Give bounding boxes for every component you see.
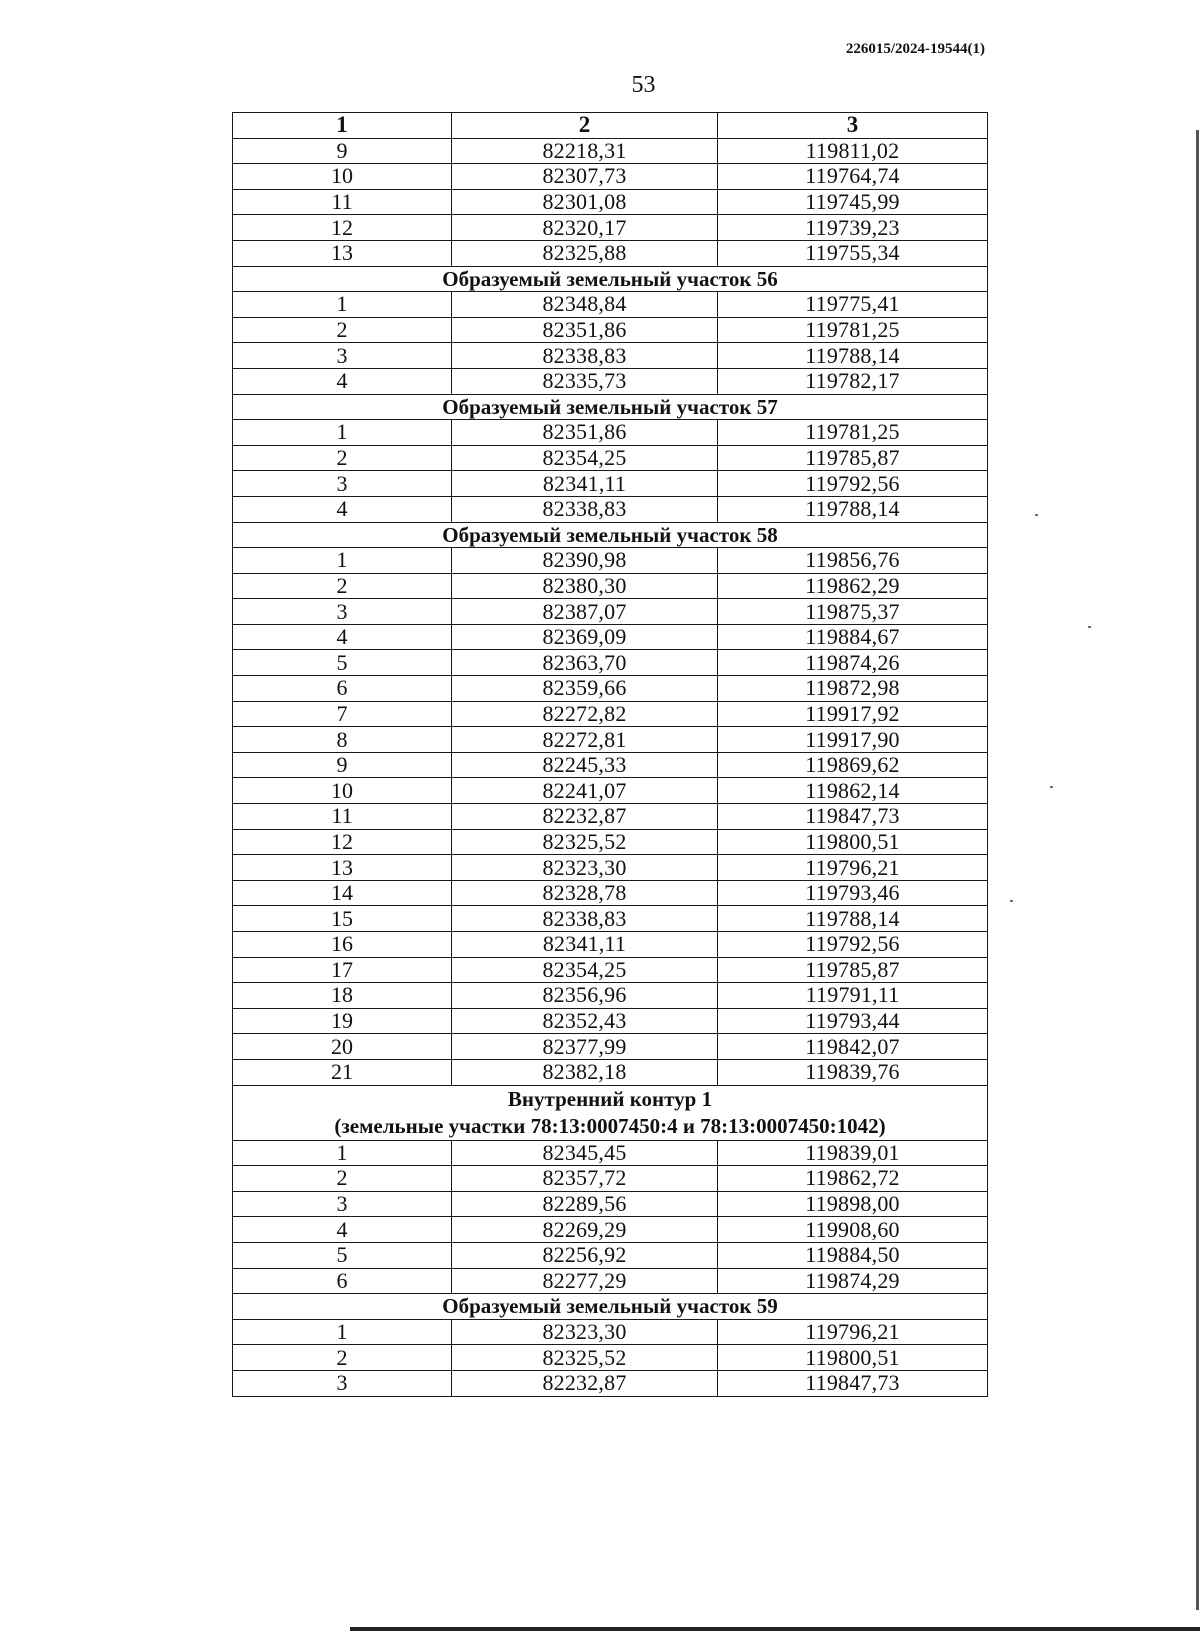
x-coordinate-cell: 82356,96 [452, 983, 718, 1009]
y-coordinate-cell: 119847,73 [718, 1370, 988, 1396]
y-coordinate-cell: 119875,37 [718, 599, 988, 625]
point-number-cell: 7 [233, 701, 452, 727]
table-row [233, 932, 988, 958]
table-row [233, 880, 988, 906]
x-coordinate-cell: 82380,30 [452, 573, 718, 599]
y-coordinate-cell: 119839,76 [718, 1059, 988, 1085]
y-coordinate-cell: 119791,11 [718, 983, 988, 1009]
x-coordinate-cell: 82325,52 [452, 1345, 718, 1371]
x-coordinate-cell: 82341,11 [452, 932, 718, 958]
column-header: 2 [452, 113, 718, 139]
y-coordinate-cell: 119908,60 [718, 1217, 988, 1243]
x-coordinate-cell: 82323,30 [452, 1319, 718, 1345]
page-number: 53 [631, 72, 656, 98]
y-coordinate-cell: 119847,73 [718, 804, 988, 830]
section-title-row [233, 394, 988, 420]
point-number-cell: 1 [233, 1319, 452, 1345]
x-coordinate-cell: 82232,87 [452, 804, 718, 830]
x-coordinate-cell: 82354,25 [452, 957, 718, 983]
y-coordinate-cell: 119800,51 [718, 1345, 988, 1371]
y-coordinate-cell: 119796,21 [718, 855, 988, 881]
table-row [233, 1008, 988, 1034]
y-coordinate-cell: 119782,17 [718, 368, 988, 394]
x-coordinate-cell: 82387,07 [452, 599, 718, 625]
y-coordinate-cell: 119793,46 [718, 880, 988, 906]
table-row [233, 676, 988, 702]
y-coordinate-cell: 119862,14 [718, 778, 988, 804]
table-row [233, 240, 988, 266]
point-number-cell: 13 [233, 855, 452, 881]
scan-speck [1010, 900, 1013, 902]
point-number-cell: 3 [233, 599, 452, 625]
x-coordinate-cell: 82382,18 [452, 1059, 718, 1085]
y-coordinate-cell: 119745,99 [718, 189, 988, 215]
x-coordinate-cell: 82348,84 [452, 292, 718, 318]
x-coordinate-cell: 82357,72 [452, 1166, 718, 1192]
x-coordinate-cell: 82369,09 [452, 624, 718, 650]
y-coordinate-cell: 119775,41 [718, 292, 988, 318]
table-row [233, 573, 988, 599]
x-coordinate-cell: 82328,78 [452, 880, 718, 906]
point-number-cell: 5 [233, 650, 452, 676]
section-title [233, 266, 988, 292]
y-coordinate-cell: 119788,14 [718, 343, 988, 369]
y-coordinate-cell: 119874,29 [718, 1268, 988, 1294]
x-coordinate-cell: 82320,17 [452, 215, 718, 241]
section-title-row [233, 1294, 988, 1320]
point-number-cell: 14 [233, 880, 452, 906]
table-row [233, 1217, 988, 1243]
table-row [233, 1370, 988, 1396]
table-row [233, 292, 988, 318]
table-row [233, 829, 988, 855]
point-number-cell: 4 [233, 496, 452, 522]
table-row [233, 1140, 988, 1166]
table-row [233, 599, 988, 625]
point-number-cell: 12 [233, 829, 452, 855]
column-header: 1 [233, 113, 452, 139]
point-number-cell: 9 [233, 752, 452, 778]
table-row [233, 368, 988, 394]
y-coordinate-cell: 119898,00 [718, 1191, 988, 1217]
y-coordinate-cell: 119917,90 [718, 727, 988, 753]
x-coordinate-cell: 82289,56 [452, 1191, 718, 1217]
table-row [233, 420, 988, 446]
table-row [233, 445, 988, 471]
table-row [233, 189, 988, 215]
y-coordinate-cell: 119788,14 [718, 906, 988, 932]
scan-speck [1050, 786, 1053, 788]
section-title-text: Образуемый земельный участок 58 [442, 522, 778, 547]
scan-edge-line [350, 1627, 1200, 1631]
y-coordinate-cell: 119755,34 [718, 240, 988, 266]
point-number-cell: 3 [233, 1191, 452, 1217]
y-coordinate-cell: 119842,07 [718, 1034, 988, 1060]
document-number: 226015/2024-19544(1) [845, 41, 985, 57]
x-coordinate-cell: 82377,99 [452, 1034, 718, 1060]
y-coordinate-cell: 119800,51 [718, 829, 988, 855]
table-row [233, 701, 988, 727]
x-coordinate-cell: 82341,11 [452, 471, 718, 497]
y-coordinate-cell: 119785,87 [718, 445, 988, 471]
y-coordinate-cell: 119788,14 [718, 496, 988, 522]
y-coordinate-cell: 119792,56 [718, 932, 988, 958]
point-number-cell: 16 [233, 932, 452, 958]
table-header-row [233, 113, 988, 139]
point-number-cell: 2 [233, 573, 452, 599]
table-row [233, 1268, 988, 1294]
section-title-text: Образуемый земельный участок 57 [442, 394, 778, 419]
x-coordinate-cell: 82338,83 [452, 496, 718, 522]
section-title-row [233, 1085, 988, 1140]
x-coordinate-cell: 82345,45 [452, 1140, 718, 1166]
y-coordinate-cell: 119792,56 [718, 471, 988, 497]
table-row [233, 624, 988, 650]
section-title-text: Образуемый земельный участок 59 [442, 1294, 778, 1319]
coordinates-table [232, 112, 988, 1397]
table-row [233, 1166, 988, 1192]
point-number-cell: 9 [233, 138, 452, 164]
table-row [233, 138, 988, 164]
point-number-cell: 20 [233, 1034, 452, 1060]
point-number-cell: 1 [233, 292, 452, 318]
point-number-cell: 4 [233, 368, 452, 394]
table-row [233, 1242, 988, 1268]
y-coordinate-cell: 119764,74 [718, 164, 988, 190]
section-title-text: Внутренний контур 1 [507, 1086, 713, 1111]
x-coordinate-cell: 82338,83 [452, 343, 718, 369]
table-row [233, 1319, 988, 1345]
y-coordinate-cell: 119781,25 [718, 420, 988, 446]
table-row [233, 855, 988, 881]
section-subtitle-text: (земельные участки 78:13:0007450:4 и 78:13:0007450:1042) [334, 1113, 886, 1138]
point-number-cell: 2 [233, 317, 452, 343]
point-number-cell: 21 [233, 1059, 452, 1085]
table-row [233, 164, 988, 190]
point-number-cell: 1 [233, 420, 452, 446]
x-coordinate-cell: 82301,08 [452, 189, 718, 215]
y-coordinate-cell: 119793,44 [718, 1008, 988, 1034]
y-coordinate-cell: 119874,26 [718, 650, 988, 676]
section-title [233, 522, 988, 548]
section-title-row [233, 266, 988, 292]
coordinates-table-container [232, 112, 987, 1397]
table-row [233, 727, 988, 753]
x-coordinate-cell: 82272,81 [452, 727, 718, 753]
y-coordinate-cell: 119781,25 [718, 317, 988, 343]
point-number-cell: 15 [233, 906, 452, 932]
point-number-cell: 19 [233, 1008, 452, 1034]
x-coordinate-cell: 82307,73 [452, 164, 718, 190]
table-row [233, 752, 988, 778]
point-number-cell: 6 [233, 1268, 452, 1294]
table-row [233, 1191, 988, 1217]
point-number-cell: 3 [233, 343, 452, 369]
y-coordinate-cell: 119856,76 [718, 548, 988, 574]
table-row [233, 317, 988, 343]
section-title [233, 1294, 988, 1320]
y-coordinate-cell: 119739,23 [718, 215, 988, 241]
y-coordinate-cell: 119796,21 [718, 1319, 988, 1345]
point-number-cell: 2 [233, 445, 452, 471]
point-number-cell: 3 [233, 1370, 452, 1396]
point-number-cell: 2 [233, 1345, 452, 1371]
x-coordinate-cell: 82272,82 [452, 701, 718, 727]
table-row [233, 957, 988, 983]
x-coordinate-cell: 82325,52 [452, 829, 718, 855]
y-coordinate-cell: 119785,87 [718, 957, 988, 983]
x-coordinate-cell: 82277,29 [452, 1268, 718, 1294]
table-row [233, 496, 988, 522]
x-coordinate-cell: 82325,88 [452, 240, 718, 266]
table-row [233, 650, 988, 676]
scan-edge-line [1196, 130, 1199, 1610]
y-coordinate-cell: 119839,01 [718, 1140, 988, 1166]
table-body [233, 138, 988, 1396]
scan-speck [1035, 514, 1038, 516]
x-coordinate-cell: 82245,33 [452, 752, 718, 778]
point-number-cell: 4 [233, 1217, 452, 1243]
table-row [233, 548, 988, 574]
x-coordinate-cell: 82218,31 [452, 138, 718, 164]
table-row [233, 804, 988, 830]
table-row [233, 983, 988, 1009]
table-row [233, 343, 988, 369]
section-title [233, 394, 988, 420]
point-number-cell: 10 [233, 778, 452, 804]
scan-speck [1088, 626, 1091, 628]
y-coordinate-cell: 119862,29 [718, 573, 988, 599]
y-coordinate-cell: 119862,72 [718, 1166, 988, 1192]
x-coordinate-cell: 82351,86 [452, 317, 718, 343]
y-coordinate-cell: 119884,67 [718, 624, 988, 650]
point-number-cell: 17 [233, 957, 452, 983]
x-coordinate-cell: 82338,83 [452, 906, 718, 932]
x-coordinate-cell: 82390,98 [452, 548, 718, 574]
y-coordinate-cell: 119884,50 [718, 1242, 988, 1268]
point-number-cell: 1 [233, 1140, 452, 1166]
x-coordinate-cell: 82256,92 [452, 1242, 718, 1268]
x-coordinate-cell: 82359,66 [452, 676, 718, 702]
section-title-text: Образуемый земельный участок 56 [442, 266, 778, 291]
table-row [233, 215, 988, 241]
table-row [233, 906, 988, 932]
x-coordinate-cell: 82241,07 [452, 778, 718, 804]
y-coordinate-cell: 119872,98 [718, 676, 988, 702]
column-header: 3 [718, 113, 988, 139]
x-coordinate-cell: 82335,73 [452, 368, 718, 394]
table-row [233, 1345, 988, 1371]
point-number-cell: 11 [233, 804, 452, 830]
y-coordinate-cell: 119917,92 [718, 701, 988, 727]
point-number-cell: 1 [233, 548, 452, 574]
point-number-cell: 4 [233, 624, 452, 650]
point-number-cell: 8 [233, 727, 452, 753]
x-coordinate-cell: 82323,30 [452, 855, 718, 881]
point-number-cell: 13 [233, 240, 452, 266]
section-title [233, 1085, 988, 1140]
point-number-cell: 18 [233, 983, 452, 1009]
point-number-cell: 5 [233, 1242, 452, 1268]
table-row [233, 1034, 988, 1060]
point-number-cell: 6 [233, 676, 452, 702]
point-number-cell: 12 [233, 215, 452, 241]
table-row [233, 471, 988, 497]
y-coordinate-cell: 119811,02 [718, 138, 988, 164]
x-coordinate-cell: 82363,70 [452, 650, 718, 676]
point-number-cell: 3 [233, 471, 452, 497]
point-number-cell: 11 [233, 189, 452, 215]
x-coordinate-cell: 82351,86 [452, 420, 718, 446]
table-row [233, 1059, 988, 1085]
point-number-cell: 10 [233, 164, 452, 190]
table-row [233, 778, 988, 804]
x-coordinate-cell: 82232,87 [452, 1370, 718, 1396]
x-coordinate-cell: 82352,43 [452, 1008, 718, 1034]
x-coordinate-cell: 82269,29 [452, 1217, 718, 1243]
point-number-cell: 2 [233, 1166, 452, 1192]
x-coordinate-cell: 82354,25 [452, 445, 718, 471]
y-coordinate-cell: 119869,62 [718, 752, 988, 778]
section-title-row [233, 522, 988, 548]
